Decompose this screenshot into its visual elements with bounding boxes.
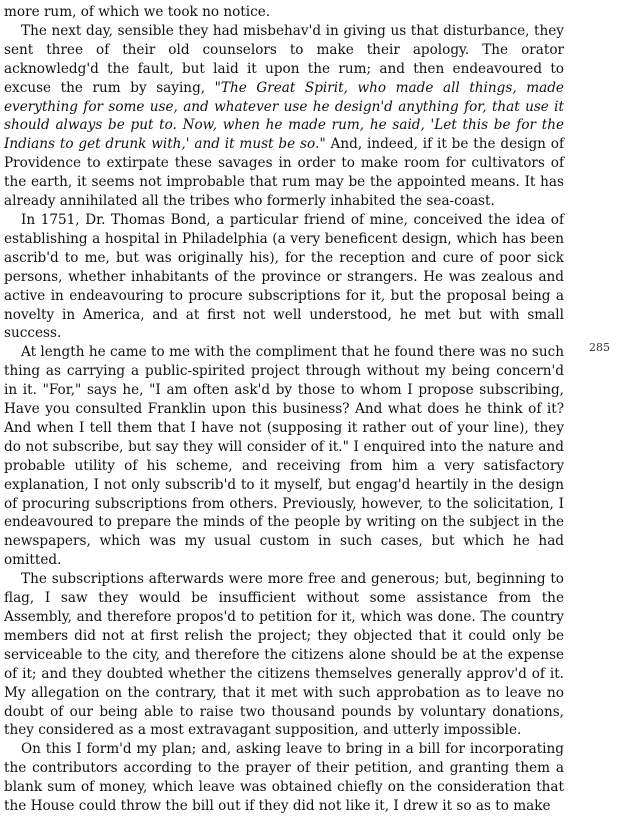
paragraph-1: more rum, of which we took no notice.	[4, 4, 271, 20]
paragraph-2-text-after: ." And, indeed, if it be the design of Providence to extirpate these savages in order to make room for cultivators of the earth, it seems not improbable that rum may be the appointed means. It has already annihilated all the tribes who formerly inhabited the sea-coast.	[4, 136, 564, 210]
paragraph-3: In 1751, Dr. Thomas Bond, a particular friend of mine, conceived the idea of establishing a hospital in Philadelphia (a very beneficent design, which has been ascrib'd to me, but was originally his), for the reception and cure of poor sick persons, whether inhabitants of the province or strangers. He was zealous and active in endeavouring to procure subscriptions for it, but the proposal being a novelty in America, and at first not well understood, he met but with small success.	[4, 211, 564, 342]
paragraph-4: At length he came to me with the compliment that he found there was no such thing as carrying a public-spirited project through without my being concern'd in it. "For," says he, "I am often ask'd by those to whom I propose subscribing, Have you consulted Franklin upon this business? And what does he think of it? And when I tell them that I have not (supposing it rather out of your line), they do not subscribe, but say they will consider of it." I enquired into the nature and probable utility of his scheme, and receiving from him a very satisfactory explanation, I not only subscrib'd to it myself, but engag'd heartily in the design of procuring subscriptions from others. Previously, however, to the solicitation, I endeavoured to prepare the minds of the people by writing on the subject in the newspapers, which was my usual custom in such cases, but which he had omitted.	[4, 344, 564, 569]
book-page-text	[4, 3, 564, 816]
page-number: 285	[589, 341, 610, 354]
paragraph-2	[4, 22, 564, 211]
paragraph-2-italic-quote: The Great Spirit, who made all things, made everything for some use, and whatever use he design'd anything for, that use it should always be put to. Now, when he made rum, he said, 'Let this be for the Indians to get drunk with,' and it must be so	[4, 79, 564, 153]
paragraph-6: On this I form'd my plan; and, asking leave to bring in a bill for incorporating the contributors according to the prayer of their petition, and granting them a blank sum of money, which leave was obtained chiefly on the consideration that the House could throw the bill out if they did not like it, I drew it so as to make	[4, 741, 564, 815]
paragraph-2-text-before: The next day, sensible they had misbehav'd in giving us that disturbance, they sent three of their old counselors to make their apology. The orator acknowledg'd the fault, but laid it upon the rum; and then endeavoured to excuse the rum by saying, "	[4, 22, 564, 96]
paragraph-5: The subscriptions afterwards were more free and generous; but, beginning to flag, I saw they would be insufficient without some assistance from the Assembly, and therefore propos'd to petition for it, which was done. The country members did not at first relish the project; they objected that it could only be serviceable to the city, and therefore the citizens alone should be at the expense of it; and they doubted whether the citizens themselves generally approv'd of it. My allegation on the contrary, that it met with such approbation as to leave no doubt of our being able to raise two thousand pounds by voluntary donations, they considered as a most extravagant supposition, and utterly impossible.	[4, 571, 564, 739]
